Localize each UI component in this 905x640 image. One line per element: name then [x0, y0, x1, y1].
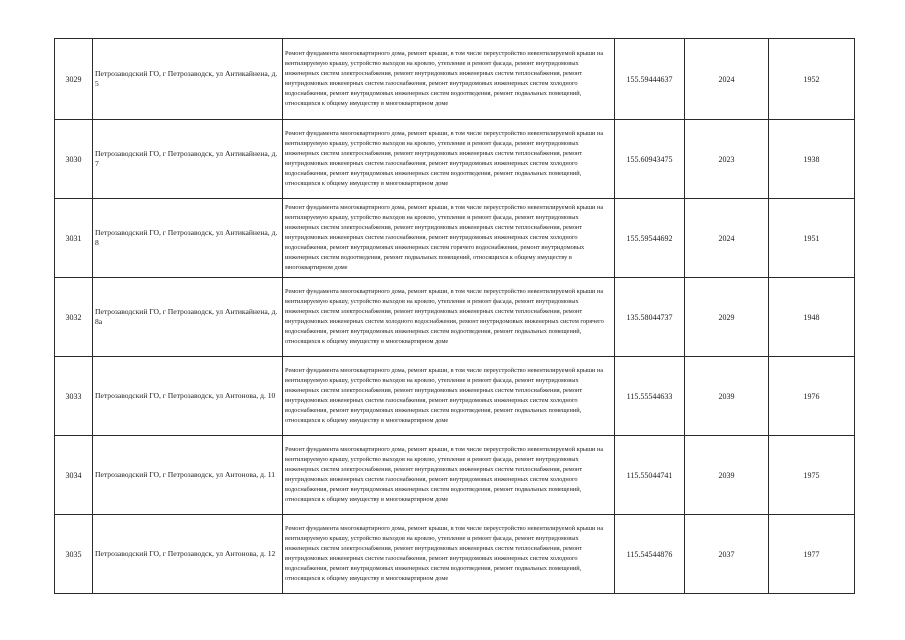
row-cost: 155.59544692: [615, 199, 685, 278]
table-row: [55, 278, 855, 357]
row-address: Петрозаводский ГО, г Петрозаводск, ул Антикайнена, д. 8: [93, 199, 283, 278]
row-built-year: 1976: [769, 357, 855, 436]
row-address: Петрозаводский ГО, г Петрозаводск, ул Антонова, д. 10: [93, 357, 283, 436]
row-cost: 115.55544633: [615, 357, 685, 436]
row-address: Петрозаводский ГО, г Петрозаводск, ул Антикайнена, д. 8а: [93, 278, 283, 357]
row-number: 3030: [55, 120, 93, 199]
row-planned-year: 2039: [685, 436, 769, 515]
row-works: Ремонт фундамента многоквартирного дома, ремонт крыши, в том числе переустройство невентилируемой крыши на вентилируемую крышу, устройство выходов на кровлю, утепление и ремонт фасада, ремонт внутридомовых инженерных систем электроснабжения, ремонт внутридомовых инженерных систем теплоснабжения, ремонт внутридомовых инженерных систем газоснабжения, ремонт внутридомовых инженерных систем холодного водоснабжения, ремонт внутридомовых инженерных систем водоотведения, ремонт подвальных помещений, относящихся к общему имуществу в многоквартирном доме: [283, 515, 615, 594]
row-planned-year: 2029: [685, 278, 769, 357]
row-cost: 135.58044737: [615, 278, 685, 357]
row-built-year: 1951: [769, 199, 855, 278]
row-number: 3033: [55, 357, 93, 436]
table-row: [55, 436, 855, 515]
row-number: 3032: [55, 278, 93, 357]
row-cost: 155.59444637: [615, 39, 685, 120]
row-address: Петрозаводский ГО, г Петрозаводск, ул Антонова, д. 12: [93, 515, 283, 594]
row-built-year: 1975: [769, 436, 855, 515]
row-works: Ремонт фундамента многоквартирного дома, ремонт крыши, в том числе переустройство невентилируемой крыши на вентилируемую крышу, устройство выходов на кровлю, утепление и ремонт фасада, ремонт внутридомовых инженерных систем электроснабжения, ремонт внутридомовых инженерных систем теплоснабжения, ремонт внутридомовых инженерных систем газоснабжения, ремонт внутридомовых инженерных систем холодного водоснабжения, ремонт внутридомовых инженерных систем водоотведения, ремонт подвальных помещений, относящихся к общему имуществу в многоквартирном доме: [283, 357, 615, 436]
row-works: Ремонт фундамента многоквартирного дома, ремонт крыши, в том числе переустройство невентилируемой крыши на вентилируемую крышу, устройство выходов на кровлю, утепление и ремонт фасада, ремонт внутридомовых инженерных систем электроснабжения, ремонт внутридомовых инженерных систем теплоснабжения, ремонт внутридомовых инженерных систем газоснабжения, ремонт внутридомовых инженерных систем холодного водоснабжения, ремонт внутридомовых инженерных систем водоотведения, ремонт подвальных помещений, относящихся к общему имуществу в многоквартирном доме: [283, 120, 615, 199]
row-works: Ремонт фундамента многоквартирного дома, ремонт крыши, в том числе переустройство невентилируемой крыши на вентилируемую крышу, устройство выходов на кровлю, утепление и ремонт фасада, ремонт внутридомовых инженерных систем электроснабжения, ремонт внутридомовых инженерных систем теплоснабжения, ремонт внутридомовых инженерных систем газоснабжения, ремонт внутридомовых инженерных систем холодного водоснабжения, ремонт внутридомовых инженерных систем водоотведения, ремонт подвальных помещений, относящихся к общему имуществу в многоквартирном доме: [283, 436, 615, 515]
row-number: 3034: [55, 436, 93, 515]
table-row: [55, 357, 855, 436]
table-row: [55, 39, 855, 120]
row-address: Петрозаводский ГО, г Петрозаводск, ул Антикайнена, д. 7: [93, 120, 283, 199]
table-row: [55, 515, 855, 594]
row-works: Ремонт фундамента многоквартирного дома, ремонт крыши, в том числе переустройство невентилируемой крыши на вентилируемую крышу, устройство выходов на кровлю, утепление и ремонт фасада, ремонт внутридомовых инженерных систем электроснабжения, ремонт внутридомовых инженерных систем теплоснабжения, ремонт внутридомовых инженерных систем газоснабжения, ремонт внутридомовых инженерных систем холодного водоснабжения, ремонт внутридомовых инженерных систем водоотведения, ремонт подвальных помещений, относящихся к общему имуществу в многоквартирном доме: [283, 39, 615, 120]
row-number: 3031: [55, 199, 93, 278]
row-built-year: 1977: [769, 515, 855, 594]
row-works: Ремонт фундамента многоквартирного дома, ремонт крыши, в том числе переустройство невентилируемой крыши на вентилируемую крышу, устройство выходов на кровлю, утепление и ремонт фасада, ремонт внутридомовых инженерных систем электроснабжения, ремонт внутридомовых инженерных систем теплоснабжения, ремонт внутридомовых инженерных систем газоснабжения, ремонт внутридомовых инженерных систем холодного водоснабжения, ремонт внутридомовых инженерных систем горячего водоснабжения, ремонт внутридомовых инженерных систем водоотведения, ремонт подвальных помещений, относящихся к общему имуществу в многоквартирном доме: [283, 199, 615, 278]
row-planned-year: 2023: [685, 120, 769, 199]
row-planned-year: 2039: [685, 357, 769, 436]
row-number: 3035: [55, 515, 93, 594]
row-number: 3029: [55, 39, 93, 120]
table-row: [55, 199, 855, 278]
row-built-year: 1952: [769, 39, 855, 120]
row-works: Ремонт фундамента многоквартирного дома, ремонт крыши, в том числе переустройство невентилируемой крыши на вентилируемую крышу, устройство выходов на кровлю, утепление и ремонт фасада, ремонт внутридомовых инженерных систем электроснабжения, ремонт внутридомовых инженерных систем теплоснабжения, ремонт внутридомовых инженерных систем холодного водоснабжения, ремонт внутридомовых инженерных систем горячего водоснабжения, ремонт внутридомовых инженерных систем водоотведения, ремонт подвальных помещений, относящихся к общему имуществу в многоквартирном доме: [283, 278, 615, 357]
table-row: [55, 120, 855, 199]
capital-repair-table: [54, 38, 855, 594]
row-address: Петрозаводский ГО, г Петрозаводск, ул Антикайнена, д. 5: [93, 39, 283, 120]
row-built-year: 1938: [769, 120, 855, 199]
row-planned-year: 2024: [685, 39, 769, 120]
row-planned-year: 2037: [685, 515, 769, 594]
row-address: Петрозаводский ГО, г Петрозаводск, ул Антонова, д. 11: [93, 436, 283, 515]
row-cost: 115.55044741: [615, 436, 685, 515]
row-planned-year: 2024: [685, 199, 769, 278]
row-built-year: 1948: [769, 278, 855, 357]
row-cost: 115.54544876: [615, 515, 685, 594]
row-cost: 155.60943475: [615, 120, 685, 199]
